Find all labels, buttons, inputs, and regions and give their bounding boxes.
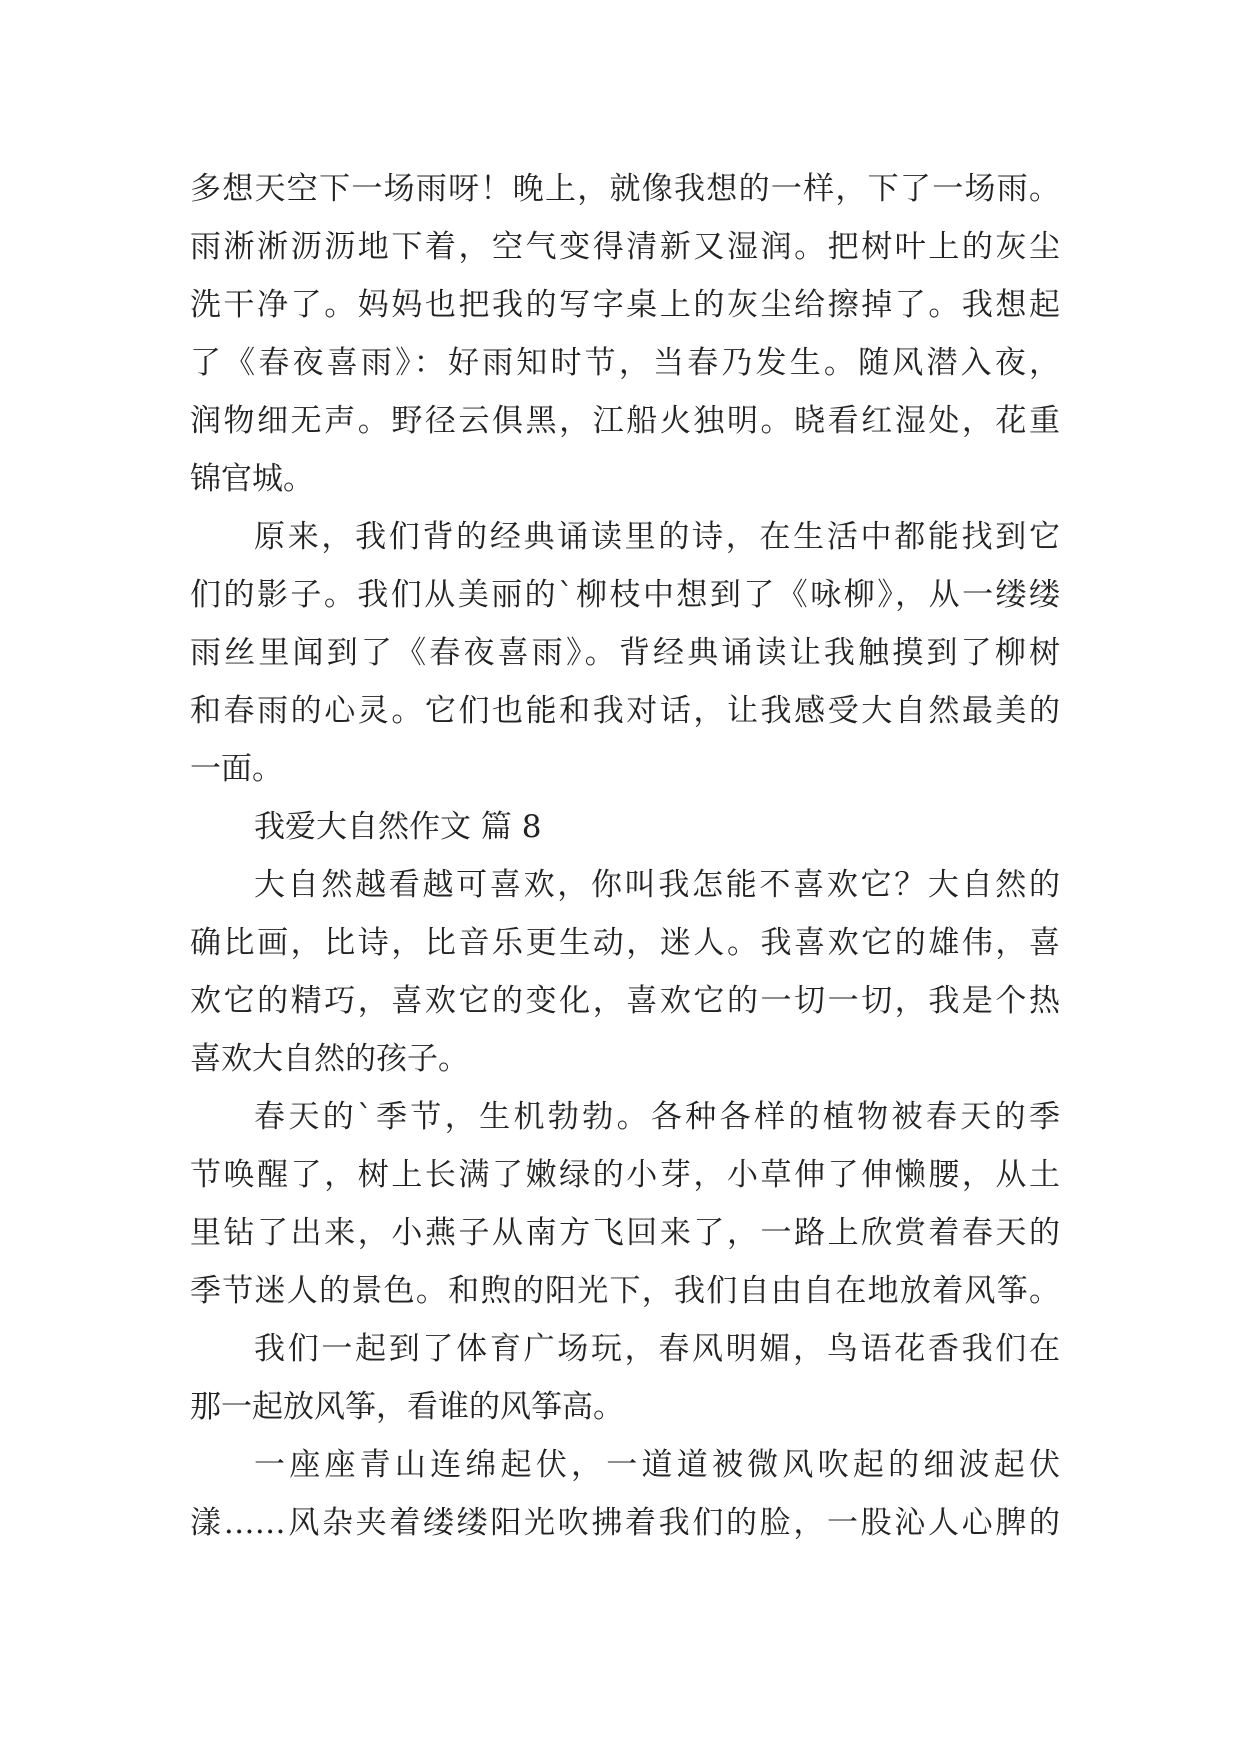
paragraph-4 [190,1088,1060,1320]
paragraph-line: 多想天空下一场雨呀！晚上，就像我想的一样，下了一场雨。 [190,171,1060,207]
paragraph-line: 雨淅淅沥沥地下着，空气变得清新又湿润。把树叶上的灰尘 [190,229,1060,265]
paragraph-line: 里钻了出来，小燕子从南方飞回来了，一路上欣赏着春天的 [190,1215,1060,1251]
paragraph-line: 们的影子。我们从美丽的`柳枝中想到了《咏柳》，从一缕缕 [190,577,1060,613]
section-heading [190,798,1060,856]
paragraph-line: 春天的`季节，生机勃勃。各种各样的植物被春天的季 [254,1099,1060,1135]
paragraph-line: 雨丝里闻到了《春夜喜雨》。背经典诵读让我触摸到了柳树 [190,635,1060,671]
paragraph-line: 一座座青山连绵起伏，一道道被微风吹起的细波起伏 [254,1447,1060,1483]
document-body [190,160,1060,1552]
paragraph-line: 确比画，比诗，比音乐更生动，迷人。我喜欢它的雄伟，喜 [190,925,1060,961]
paragraph-line: 了《春夜喜雨》：好雨知时节，当春乃发生。随风潜入夜， [190,345,1060,381]
section-title: 我爱大自然作文 篇 8 [254,809,542,845]
paragraph-3 [190,856,1060,1088]
paragraph-line: 那一起放风筝，看谁的风筝高。 [190,1389,624,1425]
paragraph-line: 洗干净了。妈妈也把我的写字桌上的灰尘给擦掉了。我想起 [190,287,1060,323]
paragraph-5 [190,1320,1060,1436]
paragraph-line: 锦官城。 [190,461,314,497]
paragraph-line: 我们一起到了体育广场玩，春风明媚，鸟语花香我们在 [254,1331,1060,1367]
paragraph-2 [190,508,1060,798]
paragraph-line: 节唤醒了，树上长满了嫩绿的小芽，小草伸了伸懒腰，从土 [190,1157,1060,1193]
paragraph-line: 喜欢大自然的孩子。 [190,1041,469,1077]
paragraph-line: 漾……风杂夹着缕缕阳光吹拂着我们的脸，一股沁人心脾的 [190,1505,1060,1541]
paragraph-line: 欢它的精巧，喜欢它的变化，喜欢它的一切一切，我是个热 [190,983,1060,1019]
paragraph-line: 和春雨的心灵。它们也能和我对话，让我感受大自然最美的 [190,693,1060,729]
paragraph-1 [190,160,1060,508]
paragraph-line: 润物细无声。野径云俱黑，江船火独明。晓看红湿处，花重 [190,403,1060,439]
paragraph-line: 原来，我们背的经典诵读里的诗，在生活中都能找到它 [254,519,1060,555]
paragraph-line: 一面。 [190,751,283,787]
paragraph-line: 大自然越看越可喜欢，你叫我怎能不喜欢它？大自然的 [254,867,1060,903]
paragraph-line: 季节迷人的景色。和煦的阳光下，我们自由自在地放着风筝。 [190,1273,1060,1309]
paragraph-6 [190,1436,1060,1552]
